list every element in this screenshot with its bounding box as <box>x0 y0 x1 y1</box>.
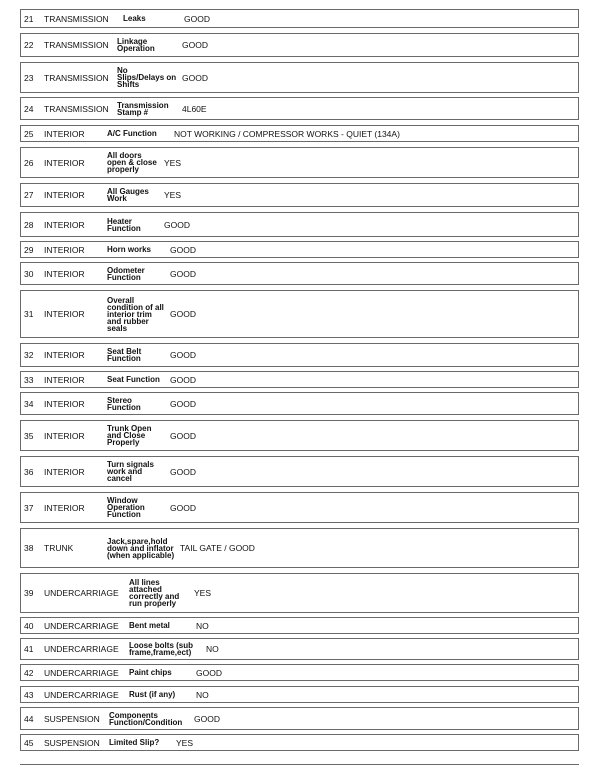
row-category: INTERIOR <box>44 157 85 168</box>
row-number: 41 <box>24 644 34 654</box>
row-category: INTERIOR <box>44 374 85 385</box>
row-item: Linkage Operation <box>117 37 155 53</box>
table-row <box>20 33 579 57</box>
row-number: 30 <box>24 268 34 279</box>
row-value: GOOD <box>182 72 208 83</box>
row-value: 4L60E <box>182 103 207 114</box>
table-row <box>20 62 579 93</box>
row-category: INTERIOR <box>44 219 85 230</box>
row-number: 34 <box>24 398 34 409</box>
row-category: INTERIOR <box>44 430 85 441</box>
row-category: INTERIOR <box>44 350 85 360</box>
table-row <box>20 573 579 613</box>
row-item: Horn works <box>107 245 152 254</box>
row-category: UNDERCARRIAGE <box>44 620 119 631</box>
row-item: Transmission Stamp # <box>117 100 169 117</box>
row-item: All Gauges Work <box>107 187 149 203</box>
row-category: TRUNK <box>44 543 74 553</box>
row-number: 27 <box>24 190 34 200</box>
table-row <box>20 420 579 451</box>
row-number: 45 <box>24 737 34 748</box>
row-category: SUSPENSION <box>44 737 100 748</box>
inspection-report <box>20 0 581 776</box>
row-number: 24 <box>24 103 34 114</box>
row-number: 31 <box>24 309 34 319</box>
row-category: INTERIOR <box>44 309 85 319</box>
table-row <box>20 528 579 568</box>
table-row <box>20 371 579 388</box>
next-row-border <box>20 764 579 765</box>
row-number: 40 <box>24 620 34 631</box>
table-row <box>20 392 579 415</box>
row-value: TAIL GATE / GOOD <box>180 543 255 553</box>
row-item: Trunk Open and Close Properly <box>107 424 152 447</box>
table-row <box>20 212 579 237</box>
row-category: INTERIOR <box>44 128 85 139</box>
row-value: YES <box>194 588 212 598</box>
row-category: UNDERCARRIAGE <box>44 689 119 700</box>
row-number: 38 <box>24 543 34 553</box>
row-value: GOOD <box>196 667 222 678</box>
row-number: 21 <box>24 13 34 24</box>
row-category: TRANSMISSION <box>44 40 109 50</box>
row-item: Overall condition of all interior trim and rubber seals <box>107 295 164 333</box>
row-category: SUSPENSION <box>44 713 100 724</box>
row-item: Bent metal <box>129 621 170 630</box>
row-category: UNDERCARRIAGE <box>44 588 119 598</box>
row-number: 22 <box>24 40 34 50</box>
table-row <box>20 262 579 285</box>
table-row <box>20 707 579 730</box>
row-category: TRANSMISSION <box>44 72 109 83</box>
row-number: 33 <box>24 374 34 385</box>
table-row <box>20 147 579 178</box>
row-value: GOOD <box>170 430 196 441</box>
table-row <box>20 638 579 660</box>
row-number: 43 <box>24 689 34 700</box>
row-number: 44 <box>24 713 34 724</box>
row-item: Paint chips <box>129 668 172 677</box>
row-number: 29 <box>24 244 34 255</box>
row-number: 35 <box>24 430 34 441</box>
row-number: 25 <box>24 128 34 139</box>
row-value: GOOD <box>182 40 208 50</box>
row-category: TRANSMISSION <box>44 13 109 24</box>
row-item: Seat Belt Function <box>107 347 142 363</box>
table-row <box>20 97 579 120</box>
table-row <box>20 9 579 28</box>
table-row <box>20 241 579 258</box>
table-row <box>20 125 579 142</box>
row-value: NO <box>206 644 219 654</box>
row-value: GOOD <box>170 350 196 360</box>
row-category: INTERIOR <box>44 190 85 200</box>
row-number: 26 <box>24 157 34 168</box>
row-item: Odometer Function <box>107 265 145 282</box>
row-category: UNDERCARRIAGE <box>44 644 119 654</box>
row-value: GOOD <box>170 309 196 319</box>
row-value: GOOD <box>170 502 196 513</box>
row-number: 23 <box>24 72 34 83</box>
table-row <box>20 343 579 367</box>
row-item: Stereo Function <box>107 395 141 412</box>
row-item: Window Operation Function <box>107 496 145 519</box>
row-category: INTERIOR <box>44 244 85 255</box>
row-value: GOOD <box>164 219 190 230</box>
table-row <box>20 456 579 487</box>
row-item: Rust (if any) <box>129 690 176 699</box>
row-category: INTERIOR <box>44 466 85 477</box>
row-value: YES <box>164 190 182 200</box>
table-row <box>20 492 579 523</box>
row-item: Loose bolts (sub frame,frame,ect) <box>129 641 193 657</box>
table-row <box>20 686 579 703</box>
row-number: 32 <box>24 350 34 360</box>
row-value: GOOD <box>170 374 196 385</box>
row-item: Heater Function <box>107 216 141 233</box>
row-item: All lines attached correctly and run properly <box>129 578 180 608</box>
row-category: UNDERCARRIAGE <box>44 667 119 678</box>
row-category: INTERIOR <box>44 502 85 513</box>
row-item: Components Function/Condition <box>109 710 183 727</box>
table-row <box>20 617 579 634</box>
table-row <box>20 734 579 751</box>
row-value: YES <box>164 157 182 168</box>
row-value: YES <box>176 737 194 748</box>
row-category: INTERIOR <box>44 268 85 279</box>
row-value: GOOD <box>184 13 210 24</box>
row-category: TRANSMISSION <box>44 103 109 114</box>
row-item: A/C Function <box>107 129 157 138</box>
row-item: All doors open & close properly <box>107 151 157 174</box>
row-number: 39 <box>24 588 34 598</box>
row-item: Limited Slip? <box>109 738 160 747</box>
table-row <box>20 290 579 338</box>
row-item: Jack,spare,hold down and inflator (when applicable) <box>107 536 175 560</box>
row-category: INTERIOR <box>44 398 85 409</box>
row-value: NOT WORKING / COMPRESSOR WORKS - QUIET (134A) <box>174 128 400 139</box>
row-item: Seat Function <box>107 375 160 384</box>
row-value: GOOD <box>170 466 196 477</box>
row-value: GOOD <box>170 268 196 279</box>
row-item: Leaks <box>123 14 146 23</box>
row-item: Turn signals work and cancel <box>107 460 154 483</box>
row-value: NO <box>196 689 209 700</box>
table-row <box>20 183 579 207</box>
row-item: No Slips/Delays on Shifts <box>117 66 177 89</box>
row-value: GOOD <box>170 244 196 255</box>
row-number: 42 <box>24 667 34 678</box>
row-number: 28 <box>24 219 34 230</box>
table-row <box>20 664 579 681</box>
row-value: GOOD <box>194 713 220 724</box>
row-value: NO <box>196 620 209 631</box>
row-value: GOOD <box>170 398 196 409</box>
row-number: 36 <box>24 466 34 477</box>
row-number: 37 <box>24 502 34 513</box>
